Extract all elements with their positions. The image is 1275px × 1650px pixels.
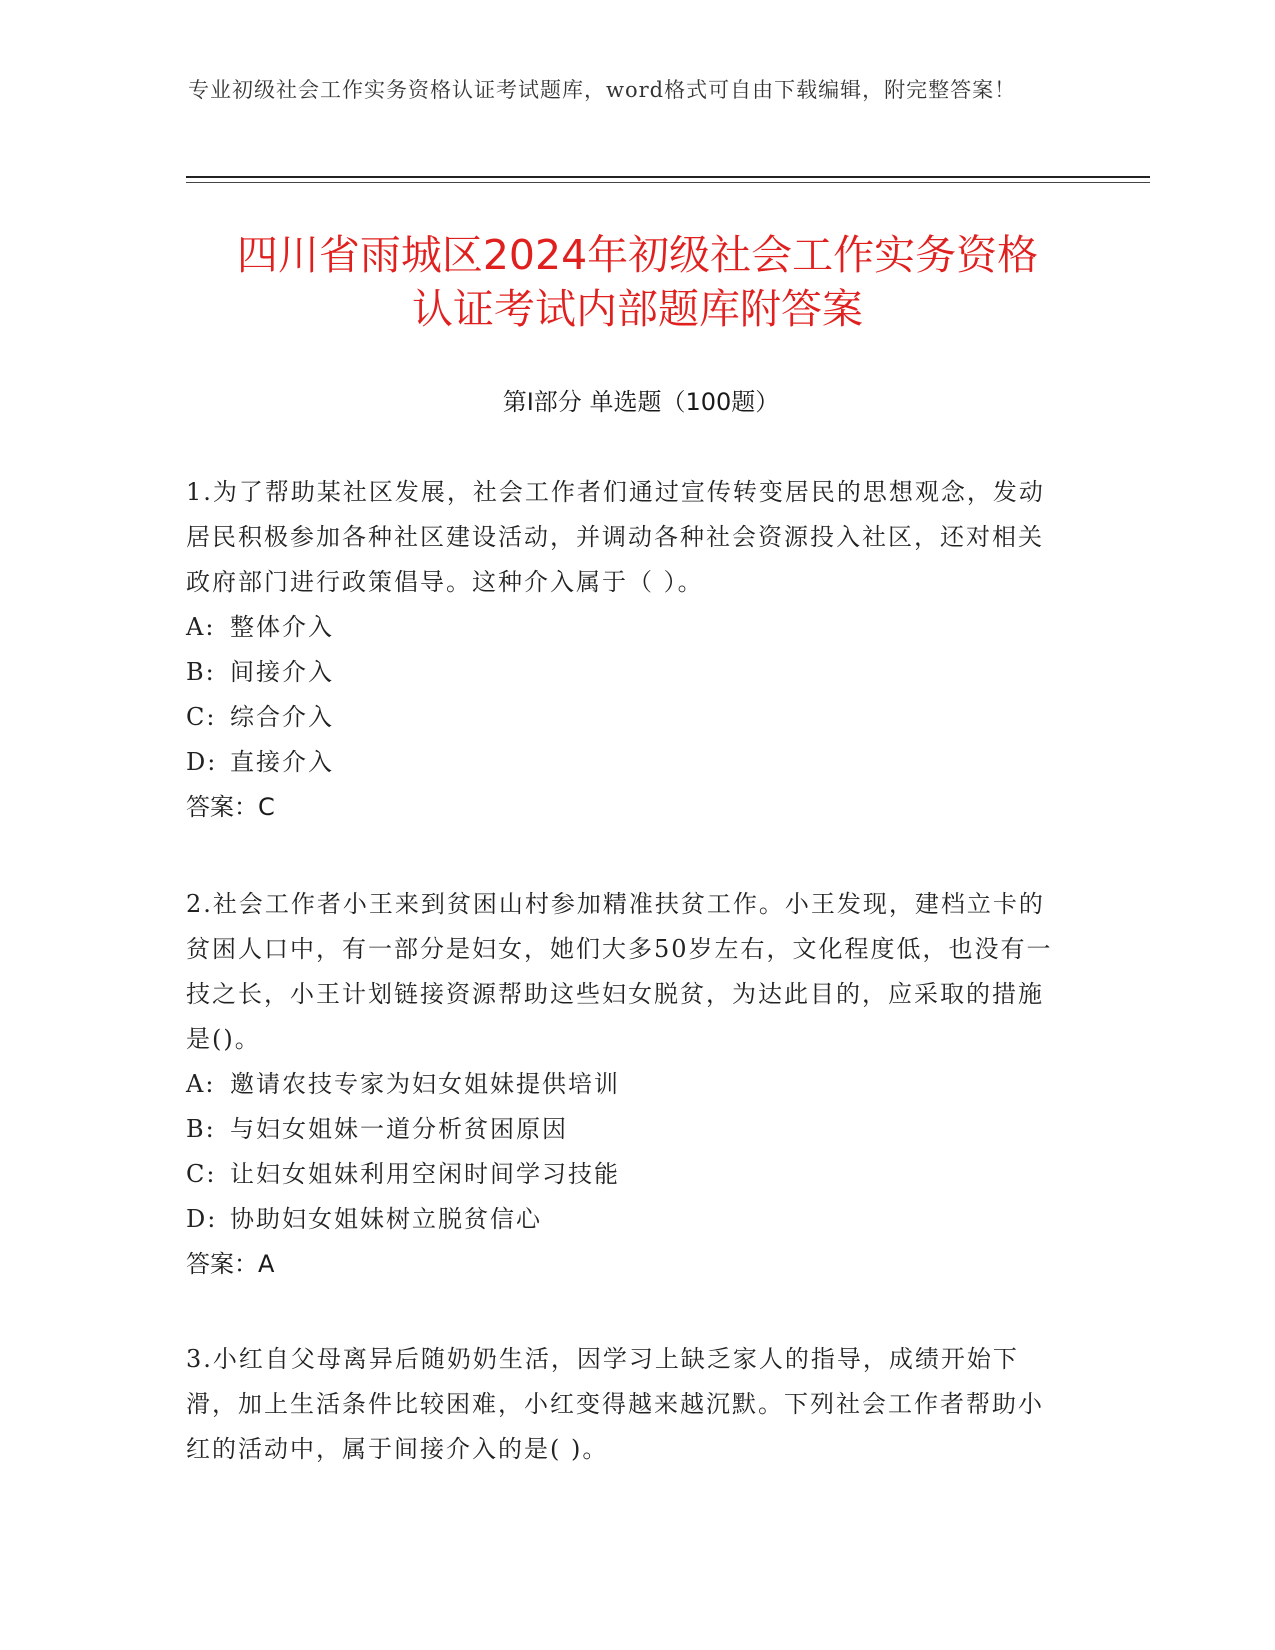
question-2 (186, 882, 1066, 1287)
option-b (186, 650, 1066, 695)
option-text: 直接介入 (230, 748, 334, 776)
option-d (186, 1197, 1066, 1242)
option-c (186, 1152, 1066, 1197)
answer-line: 答案：A (186, 1250, 275, 1278)
question-3 (186, 1337, 1066, 1472)
option-text: 综合介入 (230, 703, 334, 731)
option-key: B: (186, 658, 216, 686)
question-stem: 1.为了帮助某社区发展，社会工作者们通过宣传转变居民的思想观念，发动居民积极参加各种社区建设活动，并调动各种社会资源投入社区，还对相关政府部门进行政策倡导。这种介入属于（ ）。 (186, 478, 1045, 596)
option-text: 与妇女姐妹一道分析贫困原因 (230, 1115, 568, 1143)
title-line-1: 四川省雨城区2024年初级社会工作实务资格 (236, 231, 1039, 279)
option-key: D: (186, 1205, 218, 1233)
header-divider-thin (186, 182, 1150, 183)
option-a (186, 1062, 1066, 1107)
option-key: B: (186, 1115, 216, 1143)
option-c (186, 695, 1066, 740)
option-key: C: (186, 1160, 217, 1188)
option-text: 整体介入 (230, 613, 334, 641)
option-a (186, 605, 1066, 650)
answer-line: 答案：C (186, 793, 275, 821)
option-key: C: (186, 703, 217, 731)
question-1 (186, 470, 1066, 830)
option-key: A: (186, 613, 216, 641)
option-key: A: (186, 1070, 216, 1098)
title-line-2: 认证考试内部题库附答案 (412, 285, 863, 333)
option-d (186, 740, 1066, 785)
option-b (186, 1107, 1066, 1152)
question-stem: 2.社会工作者小王来到贫困山村参加精准扶贫工作。小王发现，建档立卡的贫困人口中，有一部分是妇女，她们大多50岁左右，文化程度低，也没有一技之长，小王计划链接资源帮助这些妇女脱贫，为达此目的，应采取的措施是()。 (186, 890, 1053, 1053)
option-text: 邀请农技专家为妇女姐妹提供培训 (230, 1070, 620, 1098)
option-key: D: (186, 748, 218, 776)
option-text: 间接介入 (230, 658, 334, 686)
header-divider-thick (186, 176, 1150, 178)
header-note: 专业初级社会工作实务资格认证考试题库，word格式可自由下载编辑，附完整答案！ (188, 78, 1017, 102)
option-text: 协助妇女姐妹树立脱贫信心 (230, 1205, 542, 1233)
document-title (160, 228, 1115, 336)
option-text: 让妇女姐妹利用空闲时间学习技能 (230, 1160, 620, 1188)
section-heading: 第I部分 单选题（100题） (502, 388, 780, 416)
question-stem: 3.小红自父母离异后随奶奶生活，因学习上缺乏家人的指导，成绩开始下滑，加上生活条件比较困难，小红变得越来越沉默。下列社会工作者帮助小红的活动中，属于间接介入的是( )。 (186, 1345, 1044, 1463)
